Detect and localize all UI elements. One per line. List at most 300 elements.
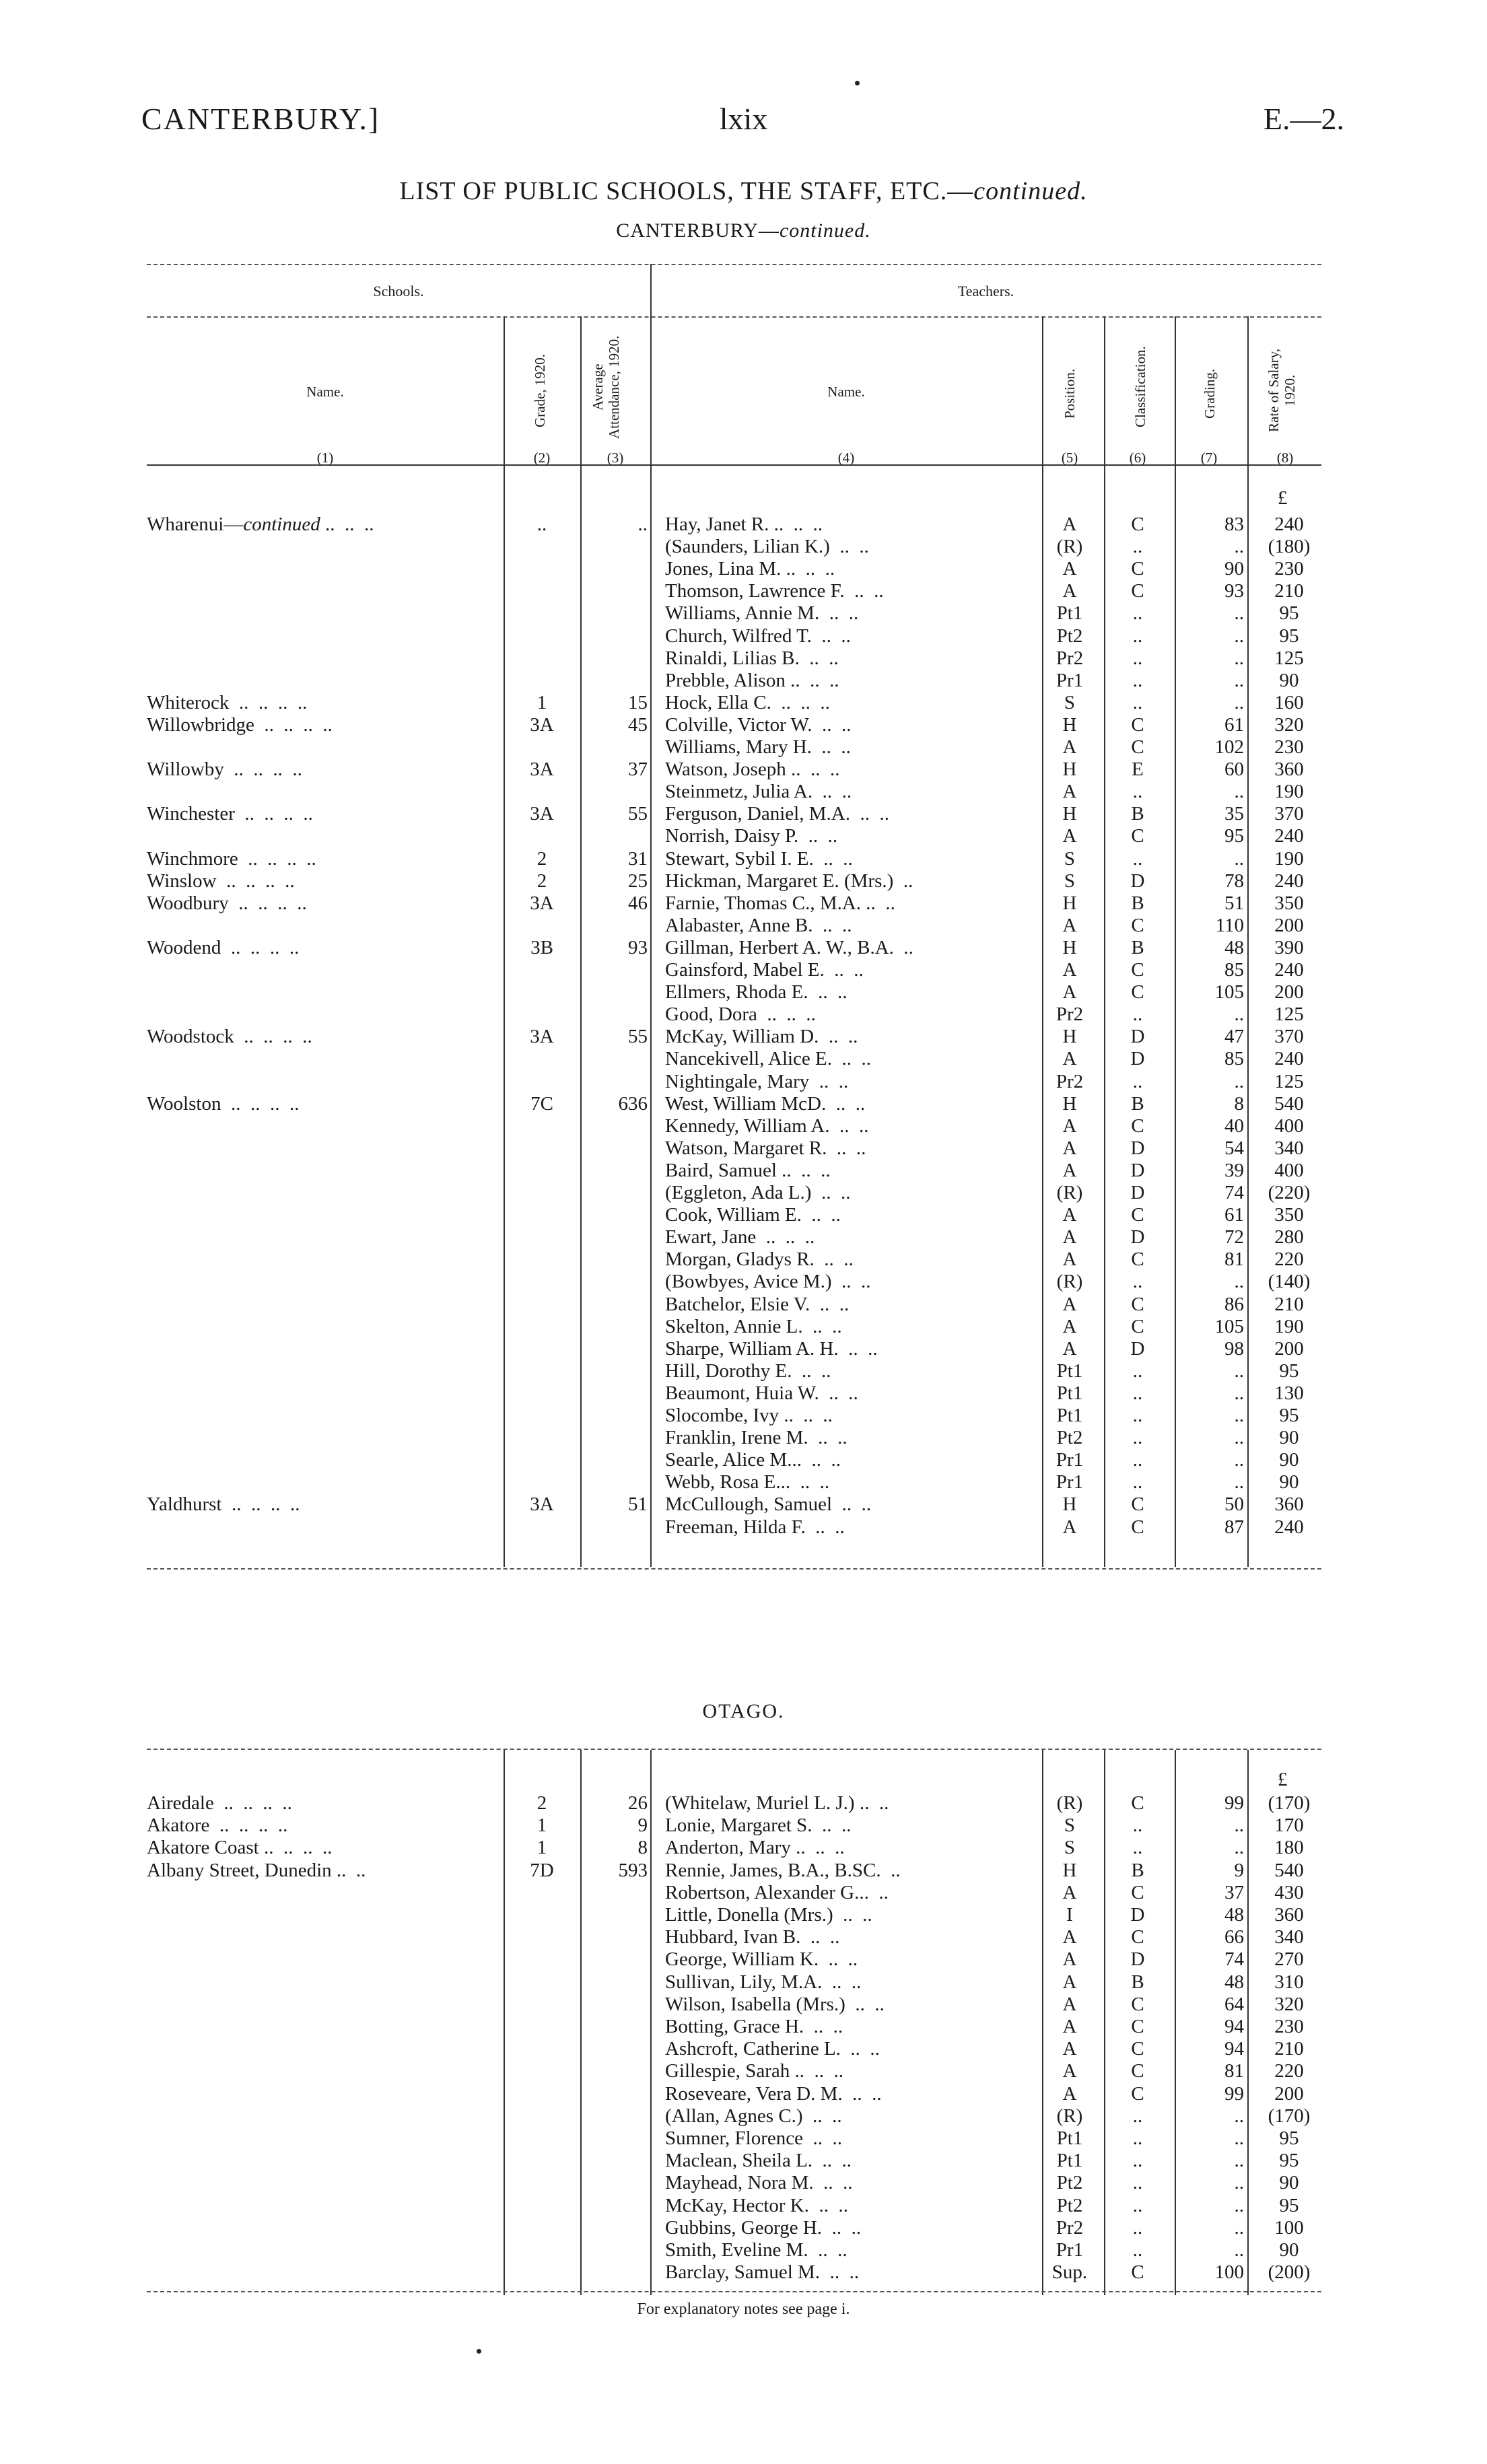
attendance-cell: 45	[628, 713, 648, 736]
teacher-name	[665, 2195, 1042, 2217]
school-leader-dots: .. .. .. ..	[228, 892, 307, 914]
teacher-name-text: Ellmers, Rhoda E.	[665, 981, 808, 1004]
teacher-name-text: Sullivan, Lily, M.A.	[665, 1971, 823, 1993]
page-title	[0, 176, 1487, 206]
teacher-name-text: Church, Wilfred T.	[665, 625, 812, 647]
teacher-name-text: (Saunders, Lilian K.)	[665, 536, 830, 558]
table-row	[0, 1837, 1487, 1859]
teacher-leader-dots: .. ..	[814, 1248, 854, 1271]
teacher-name	[665, 2016, 1042, 2038]
teacher-leader-dots: .. ..	[812, 914, 852, 936]
position-cell: A	[1062, 1248, 1077, 1271]
salary-cell: 130	[1274, 1382, 1304, 1404]
teacher-leader-dots: .. ..	[813, 847, 853, 870]
teacher-name-text: Barclay, Samuel M.	[665, 2261, 821, 2284]
teacher-name-text: Thomson, Lawrence F.	[665, 580, 845, 602]
position-cell: H	[1062, 1026, 1077, 1048]
table-row	[0, 1493, 1487, 1516]
teacher-leader-dots: .. ..	[819, 1382, 858, 1404]
teacher-name-text: Hubbard, Ivan B.	[665, 1926, 801, 1948]
teacher-leader-dots: .. ..	[827, 1137, 866, 1159]
school-name	[147, 1493, 504, 1516]
grading-cell: ..	[1234, 1004, 1244, 1026]
classification-cell: C	[1131, 981, 1144, 1004]
classification-cell: D	[1130, 1048, 1145, 1070]
grade-cell: 1	[537, 1815, 547, 1837]
grade-cell: 7D	[530, 1859, 554, 1881]
school-leader-dots: .. .. .. ..	[221, 1493, 300, 1516]
classification-cell: ..	[1132, 625, 1143, 647]
grading-cell: ..	[1234, 2105, 1244, 2127]
classification-cell: D	[1130, 870, 1145, 892]
grade-cell: 1	[537, 691, 547, 713]
teacher-leader-dots: .. ..	[802, 1315, 842, 1337]
grading-cell: ..	[1234, 847, 1244, 870]
school-name	[147, 1837, 504, 1859]
position-cell: (R)	[1056, 1792, 1083, 1814]
attendance-cell: 636	[618, 1092, 648, 1115]
grading-cell: ..	[1234, 602, 1244, 625]
teacher-leader-dots: .. ..	[790, 1471, 830, 1493]
grading-cell: 39	[1224, 1159, 1244, 1181]
position-cell: S	[1064, 847, 1076, 870]
school-leader-dots: .. .. .. ..	[229, 691, 308, 713]
salary-cell: 360	[1274, 1904, 1304, 1926]
attendance-cell: 593	[618, 1859, 648, 1881]
grading-cell: 99	[1224, 1792, 1244, 1814]
teacher-name	[665, 714, 1042, 736]
teacher-name-text: Gainsford, Mabel E.	[665, 959, 825, 981]
teacher-leader-dots: .. ..	[808, 2194, 848, 2216]
teacher-name	[665, 1427, 1042, 1449]
teacher-name-text: Colville, Victor W.	[665, 713, 812, 736]
teacher-name	[665, 1360, 1042, 1382]
classification-cell: B	[1131, 936, 1144, 958]
salary-cell: 210	[1274, 2038, 1304, 2060]
position-cell: (R)	[1056, 2105, 1083, 2127]
teacher-name-text: Lonie, Margaret S.	[665, 1815, 812, 1837]
col-grade: Grade, 1920.	[532, 353, 548, 427]
table-row	[0, 1137, 1487, 1160]
school-name	[147, 892, 504, 915]
school-name	[147, 514, 504, 536]
salary-cell: 370	[1274, 1026, 1304, 1048]
classification-cell: ..	[1132, 2127, 1143, 2149]
otago-section-title: OTAGO.	[702, 1700, 785, 1722]
school-leader-dots: .. .. .. ..	[216, 870, 295, 892]
grade-cell: 3A	[530, 892, 554, 914]
salary-cell: 270	[1274, 1948, 1304, 1971]
salary-cell: 210	[1274, 580, 1304, 602]
col-num-8: (8)	[1276, 450, 1294, 466]
grading-cell: ..	[1234, 1471, 1244, 1493]
teacher-name-text: Rinaldi, Lilias B.	[665, 647, 800, 669]
classification-cell: C	[1131, 1792, 1144, 1814]
classification-cell: ..	[1132, 2172, 1143, 2194]
teacher-name	[665, 1815, 1042, 1837]
table-row	[0, 1405, 1487, 1427]
teacher-name-text: Rennie, James, B.A., B.SC.	[665, 1859, 881, 1881]
classification-cell: C	[1131, 736, 1144, 758]
teacher-leader-dots: .. ..	[808, 981, 848, 1004]
salary-cell: 400	[1274, 1159, 1304, 1181]
position-cell: A	[1062, 1315, 1077, 1337]
position-cell: H	[1062, 759, 1077, 781]
table-row	[0, 2217, 1487, 2239]
salary-cell: 540	[1274, 1859, 1304, 1881]
table-row	[0, 2239, 1487, 2261]
table-row	[0, 1971, 1487, 1994]
classification-cell: C	[1131, 1293, 1144, 1315]
teacher-name	[665, 848, 1042, 870]
school-leader-dots: .. .. ..	[273, 1837, 333, 1859]
section-subtitle-text: CANTERBURY—	[616, 219, 780, 242]
salary-cell: 95	[1279, 625, 1299, 647]
classification-cell: B	[1131, 1859, 1144, 1881]
attendance-cell: 31	[628, 847, 648, 870]
teacher-name-text: Hock, Ella C.	[665, 691, 771, 713]
grading-cell: 81	[1224, 1248, 1244, 1271]
teacher-name	[665, 1382, 1042, 1405]
salary-cell: 350	[1274, 892, 1304, 914]
col-grading: Grading.	[1202, 368, 1218, 419]
salary-cell: 320	[1274, 713, 1304, 736]
position-cell: A	[1062, 558, 1077, 580]
salary-cell: 95	[1279, 2150, 1299, 2172]
table-row	[0, 825, 1487, 847]
salary-cell: 200	[1274, 2082, 1304, 2105]
teacher-name-text: Ferguson, Daniel, M.A.	[665, 803, 850, 825]
teacher-name-text: Webb, Rosa E...	[665, 1471, 791, 1493]
attendance-cell: 26	[628, 1792, 648, 1814]
grading-cell: ..	[1234, 2194, 1244, 2216]
school-leader-dots: .. .. .. ..	[213, 1792, 292, 1814]
classification-cell: C	[1131, 825, 1144, 847]
position-cell: Pt2	[1056, 1427, 1083, 1449]
teacher-name-text: Gubbins, George H.	[665, 2216, 823, 2239]
teacher-leader-dots: .. ..	[808, 2239, 848, 2261]
school-name	[147, 1860, 504, 1882]
footnote: For explanatory notes see page i.	[637, 2300, 850, 2318]
salary-cell: 540	[1274, 1092, 1304, 1115]
table-row	[0, 602, 1487, 625]
grade-cell: 7C	[530, 1092, 553, 1115]
grading-cell: 100	[1214, 2261, 1244, 2284]
school-name-continued: continued	[243, 514, 320, 535]
teacher-name-text: Watson, Joseph ..	[665, 759, 801, 781]
table-row	[0, 514, 1487, 536]
position-cell: H	[1062, 892, 1077, 914]
table-row	[0, 1048, 1487, 1070]
school-leader-dots: .. .. .. ..	[234, 803, 313, 825]
position-cell: A	[1062, 1204, 1077, 1226]
teacher-name-text: Jones, Lina M. ..	[665, 558, 796, 580]
grading-cell: 102	[1214, 736, 1244, 758]
position-cell: Pt2	[1056, 625, 1083, 647]
grading-cell: 94	[1224, 2016, 1244, 2037]
teacher-leader-dots: .. ..	[808, 1427, 848, 1449]
print-speck-top	[855, 81, 860, 85]
table-row	[0, 1204, 1487, 1226]
teacher-name-text: George, William K.	[665, 1948, 819, 1971]
grade-cell: ..	[537, 514, 547, 535]
salary-cell: 360	[1274, 1493, 1304, 1516]
salary-cell: 340	[1274, 1137, 1304, 1159]
position-cell: (R)	[1056, 536, 1083, 558]
classification-cell: ..	[1132, 781, 1143, 803]
salary-cell: 230	[1274, 2016, 1304, 2037]
table-row	[0, 714, 1487, 736]
teacher-name	[665, 2261, 1042, 2284]
school-name	[147, 848, 504, 870]
teacher-name	[665, 1137, 1042, 1160]
classification-cell: B	[1131, 892, 1144, 914]
position-cell: A	[1062, 1226, 1077, 1248]
salary-cell: 90	[1279, 1449, 1299, 1471]
teacher-name-text: Botting, Grace H.	[665, 2016, 804, 2037]
salary-cell: (170)	[1268, 2105, 1311, 2127]
table-row	[0, 759, 1487, 781]
classification-cell: ..	[1132, 1427, 1143, 1449]
table-row	[0, 2083, 1487, 2105]
grade-cell: 3A	[530, 713, 554, 736]
position-cell: (R)	[1056, 1271, 1083, 1293]
teacher-leader-dots: .. ..	[791, 1159, 831, 1181]
teacher-name	[665, 1516, 1042, 1539]
col-num-2: (2)	[533, 450, 551, 466]
table-row	[0, 1427, 1487, 1449]
teacher-leader-dots: .. ..	[796, 558, 835, 580]
table-row	[0, 1360, 1487, 1382]
teacher-name	[665, 1160, 1042, 1182]
school-name	[147, 1026, 504, 1048]
position-cell: Pt1	[1056, 1405, 1083, 1426]
position-cell: (R)	[1056, 1182, 1083, 1203]
teacher-leader-dots: .. ..	[813, 2172, 853, 2194]
salary-cell: 200	[1274, 1337, 1304, 1360]
position-cell: H	[1062, 803, 1077, 825]
teacher-name-text: Morgan, Gladys R.	[665, 1248, 815, 1271]
teacher-name-text: Nancekivell, Alice E.	[665, 1048, 833, 1070]
teacher-name	[665, 625, 1042, 647]
position-cell: A	[1062, 2082, 1077, 2105]
teacher-name	[665, 759, 1042, 781]
school-leader-dots: .. .. ..	[320, 514, 374, 535]
salary-cell: (140)	[1268, 1271, 1311, 1293]
teacher-name	[665, 1248, 1042, 1271]
teacher-name	[665, 1182, 1042, 1204]
position-cell: Pr2	[1056, 2216, 1084, 2239]
grading-cell: 74	[1224, 1948, 1244, 1971]
grading-cell: 93	[1224, 580, 1244, 602]
salary-cell: 200	[1274, 914, 1304, 936]
grade-cell: 3B	[530, 936, 553, 958]
teacher-name-text: Stewart, Sybil I. E.	[665, 847, 814, 870]
teacher-leader-dots: .. ..	[809, 1070, 849, 1092]
position-cell: Pt1	[1056, 1382, 1083, 1404]
table-row	[0, 1926, 1487, 1948]
salary-cell: 190	[1274, 781, 1304, 803]
teacher-name-text: Watson, Margaret R.	[665, 1137, 827, 1159]
col-num-3: (3)	[607, 450, 624, 466]
position-cell: A	[1062, 736, 1077, 758]
grading-cell: 98	[1224, 1337, 1244, 1360]
classification-cell: ..	[1132, 1837, 1143, 1859]
table-row	[0, 1994, 1487, 2016]
grading-cell: 47	[1224, 1026, 1244, 1048]
grading-cell: 99	[1224, 2082, 1244, 2105]
teacher-name	[665, 1226, 1042, 1248]
salary-cell: 160	[1274, 691, 1304, 713]
grading-cell: ..	[1234, 536, 1244, 558]
teacher-name-text: Little, Donella (Mrs.)	[665, 1904, 833, 1926]
classification-cell: B	[1131, 803, 1144, 825]
classification-cell: D	[1130, 1337, 1145, 1360]
grading-cell: 83	[1224, 514, 1244, 535]
classification-cell: ..	[1132, 2239, 1143, 2261]
teacher-name-text: Mayhead, Nora M.	[665, 2172, 814, 2194]
table-row	[0, 1182, 1487, 1204]
teacher-name	[665, 1026, 1042, 1048]
classification-cell: C	[1131, 1881, 1144, 1903]
salary-cell: 95	[1279, 602, 1299, 625]
teacher-leader-dots: ..	[893, 870, 913, 892]
school-leader-dots: .. .. .. ..	[238, 847, 316, 870]
salary-cell: 240	[1274, 514, 1304, 535]
teacher-name-text: (Bowbyes, Avice M.)	[665, 1271, 832, 1293]
teacher-name-text: (Allan, Agnes C.)	[665, 2105, 803, 2127]
teacher-leader-dots: .. .. ..	[756, 1226, 815, 1248]
print-speck-bottom	[477, 2349, 481, 2354]
col-position: Position.	[1062, 368, 1078, 419]
attendance-cell: 93	[628, 936, 648, 958]
attendance-cell: 15	[628, 691, 648, 713]
teacher-leader-dots: .. ..	[811, 1182, 851, 1203]
grading-cell: ..	[1234, 691, 1244, 713]
grading-cell: 105	[1214, 1315, 1244, 1337]
grading-cell: 72	[1224, 1226, 1244, 1248]
position-cell: Pr2	[1056, 1070, 1084, 1092]
teacher-name	[665, 1405, 1042, 1427]
teacher-name-text: Ashcroft, Catherine L.	[665, 2038, 841, 2060]
salary-cell: 240	[1274, 825, 1304, 847]
page-number: lxix	[719, 102, 768, 136]
table-row	[0, 1071, 1487, 1093]
position-cell: A	[1062, 1159, 1077, 1181]
grading-cell: 85	[1224, 959, 1244, 981]
schools-group-heading: Schools.	[373, 283, 424, 300]
school-name	[147, 803, 504, 825]
col-num-6: (6)	[1129, 450, 1146, 466]
position-cell: Pt2	[1056, 2172, 1083, 2194]
school-leader-dots: .. .. .. ..	[234, 1026, 312, 1048]
teacher-name	[665, 2060, 1042, 2082]
table-row	[0, 2105, 1487, 2127]
position-cell: H	[1062, 713, 1077, 736]
salary-cell: 430	[1274, 1881, 1304, 1903]
position-cell: Pr2	[1056, 1004, 1084, 1026]
page-title-italic: continued.	[973, 177, 1088, 205]
teacher-name-text: Williams, Mary H.	[665, 736, 812, 758]
teacher-name-text: Robertson, Alexander G...	[665, 1881, 869, 1903]
teacher-leader-dots: ..	[869, 1792, 889, 1814]
grading-cell: 9	[1234, 1859, 1244, 1881]
canterbury-bottom-rule	[147, 1568, 1321, 1570]
otago-bottom-rule	[147, 2291, 1321, 2292]
school-leader-dots: .. .. .. ..	[221, 936, 300, 958]
grading-cell: 61	[1224, 713, 1244, 736]
teacher-name	[665, 602, 1042, 625]
teacher-leader-dots: .. ..	[826, 1092, 866, 1115]
table-row	[0, 1115, 1487, 1137]
teacher-name-text: Maclean, Sheila L.	[665, 2150, 813, 2172]
table-row	[0, 1815, 1487, 1837]
salary-cell: 95	[1279, 2194, 1299, 2216]
teacher-name	[665, 2105, 1042, 2127]
salary-cell: 190	[1274, 847, 1304, 870]
teacher-name-text: Williams, Annie M.	[665, 602, 820, 625]
teacher-name	[665, 1926, 1042, 1948]
classification-cell: ..	[1132, 2194, 1143, 2216]
school-name-text: Winchester	[147, 803, 235, 825]
table-row	[0, 2150, 1487, 2172]
table-row	[0, 1516, 1487, 1539]
salary-cell: 210	[1274, 1293, 1304, 1315]
col-num-7: (7)	[1200, 450, 1218, 466]
position-cell: A	[1062, 2038, 1077, 2060]
classification-cell: C	[1131, 1926, 1144, 1948]
grading-cell: ..	[1234, 1449, 1244, 1471]
grading-cell: 48	[1224, 1971, 1244, 1993]
grading-cell: 60	[1224, 759, 1244, 781]
teacher-leader-dots: .. ..	[803, 2127, 843, 2149]
grading-cell: ..	[1234, 1070, 1244, 1092]
teacher-name	[665, 1271, 1042, 1293]
classification-cell: ..	[1132, 1271, 1143, 1293]
table-row	[0, 647, 1487, 670]
classification-cell: C	[1131, 2038, 1144, 2060]
salary-cell: 180	[1274, 1837, 1304, 1859]
teacher-name	[665, 2150, 1042, 2172]
table-row	[0, 1471, 1487, 1493]
grade-cell: 2	[537, 870, 547, 892]
table-row	[0, 1382, 1487, 1405]
teacher-name	[665, 937, 1042, 959]
table-row	[0, 736, 1487, 759]
position-cell: Sup.	[1051, 2261, 1088, 2284]
table-row	[0, 2060, 1487, 2082]
position-cell: A	[1062, 1293, 1077, 1315]
position-cell: Pt1	[1056, 602, 1083, 625]
position-cell: S	[1064, 691, 1076, 713]
table-row	[0, 536, 1487, 558]
teacher-name-text: Gillman, Herbert A. W., B.A.	[665, 936, 894, 958]
teacher-name-text: Gillespie, Sarah ..	[665, 2060, 804, 2082]
teacher-leader-dots: .. ..	[801, 1449, 841, 1471]
salary-cell: 125	[1274, 647, 1304, 669]
table-row	[0, 1316, 1487, 1338]
classification-cell: ..	[1132, 2216, 1143, 2239]
teacher-name-text: Beaumont, Huia W.	[665, 1382, 819, 1404]
salary-cell: 390	[1274, 936, 1304, 958]
grade-cell: 2	[537, 1792, 547, 1814]
classification-cell: D	[1130, 1182, 1145, 1203]
teacher-name	[665, 1338, 1042, 1360]
table-row	[0, 870, 1487, 892]
school-name-text: Yaldhurst	[147, 1493, 222, 1516]
grading-cell: ..	[1234, 2172, 1244, 2194]
teacher-leader-dots: .. ..	[831, 1271, 871, 1293]
